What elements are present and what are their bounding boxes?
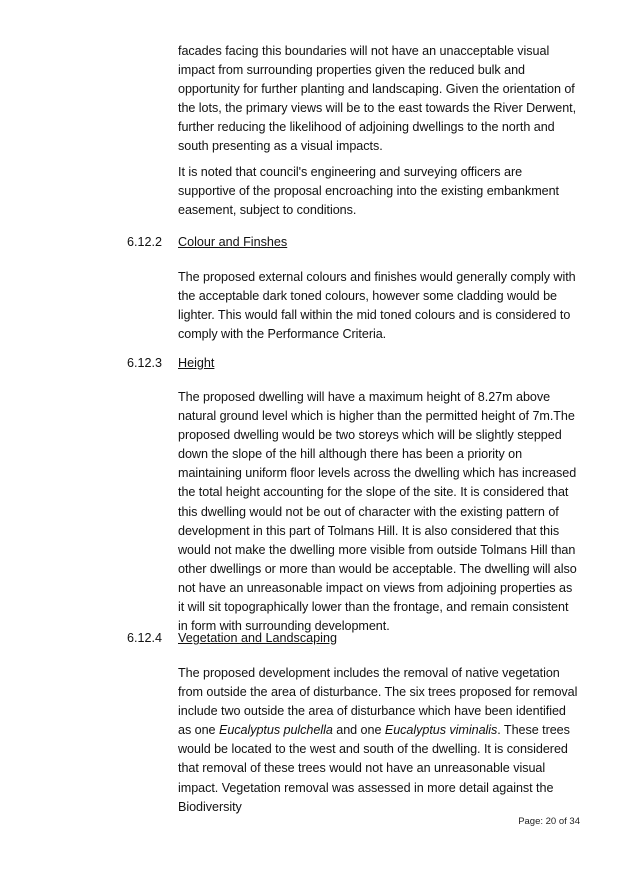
paragraph-colours: The proposed external colours and finishes would generally comply with the acceptable dark toned colours, however some cladding would be lighter. This would fall within the mid toned colours and is considered to comply with the Performance Criteria. xyxy=(178,270,576,342)
vegetation-text-part-1: The proposed development includes the removal of native vegetation from outside the area of disturbance. The six trees proposed for removal include two outside the area of disturbance which have been identified as one xyxy=(178,666,578,738)
paragraph-easement: It is noted that council's engineering and surveying officers are supportive of the proposal encroaching into the existing embankment easement, subject to conditions. xyxy=(178,165,559,218)
vegetation-text-part-2: and one xyxy=(332,723,385,738)
paragraph-height: The proposed dwelling will have a maximum height of 8.27m above natural ground level which is higher than the permitted height of 7m.The proposed dwelling would be two storeys which will be slightly stepped down the slope of the hill although there has been a priority on maintaining uniform floor levels across the dwelling which has increased the total height accounting for the slope of the site. It is considered that this dwelling would not be out of character with the existing pattern of development in this part of Tolmans Hill. It is also considered that this would not make the dwelling more visible from outside Tolmans Hill than other dwellings or more than would be acceptable. The dwelling will also not have an unreasonable impact on views from adjoining properties as it will sit topographically lower than the frontage, and remain consistent in form with surrounding development. xyxy=(178,390,577,634)
paragraph-visual-impact: facades facing this boundaries will not have an unacceptable visual impact from surrounding properties given the reduced bulk and opportunity for further planting and landscaping. Given the orientation of the lots, the primary views will be to the east towards the River Derwent, further reducing the likelihood of adjoining dwellings to the north and south presenting as a visual impacts. xyxy=(178,44,577,154)
section-heading-colour xyxy=(127,233,287,252)
section-number: 6.12.2 xyxy=(127,235,163,249)
section-title: Colour and Finshes xyxy=(178,235,288,249)
vegetation-text-part-3: . These trees would be located to the west and south of the dwelling. It is considered that removal of these trees would not have an unreasonable visual impact. Vegetation removal was assessed in more detail against the Biodiversity xyxy=(178,723,570,814)
section-number: 6.12.4 xyxy=(127,631,163,645)
page-number: Page: 20 of 34 xyxy=(518,816,580,827)
section-title: Height xyxy=(178,356,215,370)
species-name-pulchella: Eucalyptus pulchella xyxy=(218,723,333,738)
section-heading-height xyxy=(127,354,214,373)
section-title: Vegetation and Landscaping xyxy=(178,631,337,645)
section-heading-vegetation xyxy=(127,629,337,648)
section-number: 6.12.3 xyxy=(127,356,163,370)
paragraph-vegetation xyxy=(178,664,580,817)
species-name-viminalis: Eucalyptus viminalis xyxy=(384,723,498,738)
